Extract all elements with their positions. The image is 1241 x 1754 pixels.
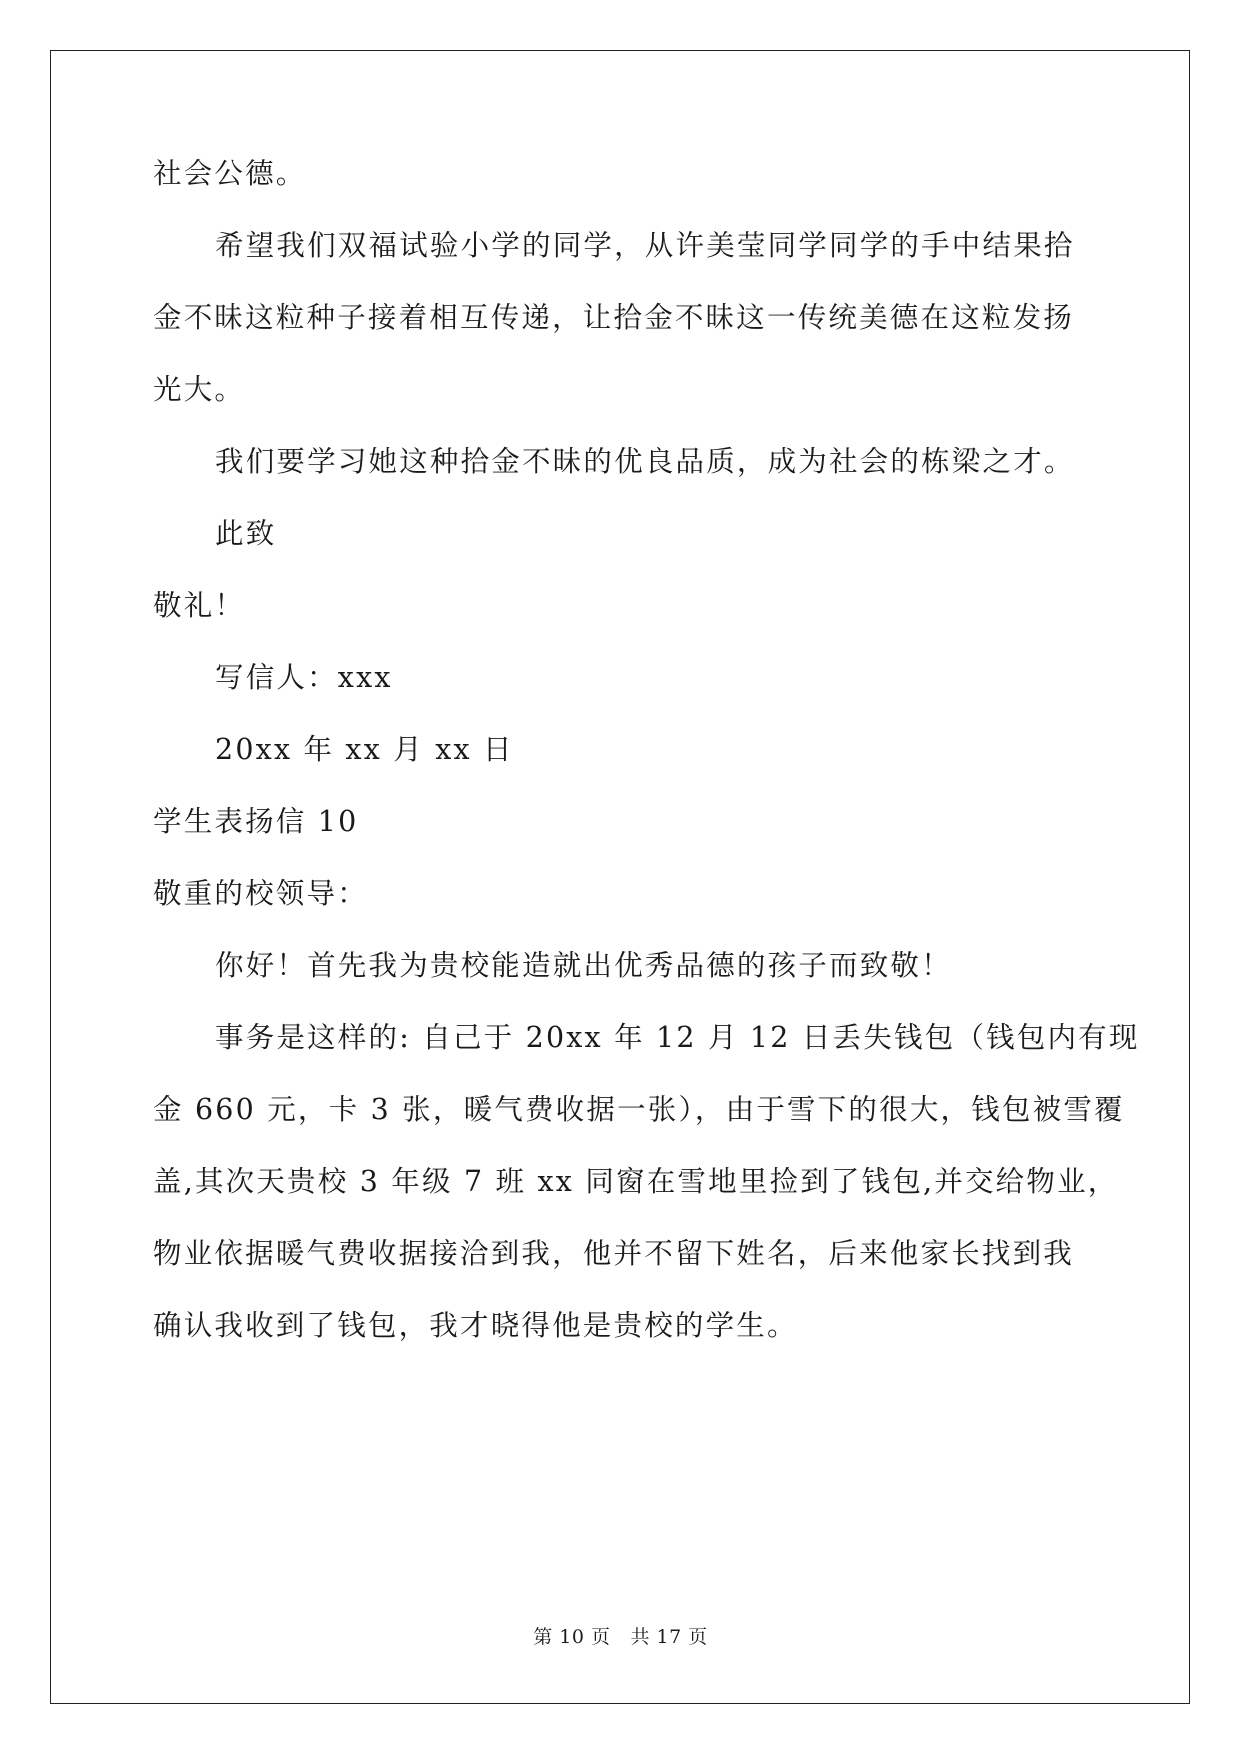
text-line: 我们要学习她这种拾金不昧的优良品质，成为社会的栋梁之才。 xyxy=(215,445,1075,478)
text-line: 确认我收到了钱包，我才晓得他是贵校的学生。 xyxy=(153,1309,798,1342)
salutation: 敬重的校领导： xyxy=(153,877,368,910)
page-number-total: 共 17 页 xyxy=(630,1626,708,1648)
text-line: 20xx 年 xx 月 xx 日 xyxy=(215,733,514,766)
text-line: 盖,其次天贵校 3 年级 7 班 xx 同窗在雪地里捡到了钱包,并交给物业， xyxy=(153,1165,1119,1198)
text-line: 社会公德。 xyxy=(153,157,307,190)
page-number-current: 第 10 页 xyxy=(533,1626,611,1648)
text-line: 此致 xyxy=(215,517,277,550)
text-line: 写信人：xxx xyxy=(215,661,393,694)
text-line: 敬礼！ xyxy=(153,589,246,622)
text-line: 光大。 xyxy=(153,373,246,406)
section-heading: 学生表扬信 10 xyxy=(153,805,359,838)
text-line: 希望我们双福试验小学的同学，从许美莹同学同学的手中结果拾 xyxy=(215,229,1075,262)
text-line: 你好！首先我为贵校能造就出优秀品德的孩子而致敬！ xyxy=(215,949,952,982)
page-footer xyxy=(0,1622,1241,1649)
text-line: 金不昧这粒种子接着相互传递，让拾金不昧这一传统美德在这粒发扬 xyxy=(153,301,1075,334)
text-line: 物业依据暖气费收据接洽到我，他并不留下姓名，后来他家长找到我 xyxy=(153,1237,1075,1270)
text-line: 事务是这样的: 自己于 20xx 年 12 月 12 日丢失钱包（钱包内有现 xyxy=(215,1021,1140,1054)
text-line: 金 660 元，卡 3 张，暖气费收据一张），由于雪下的很大，钱包被雪覆 xyxy=(153,1093,1125,1126)
